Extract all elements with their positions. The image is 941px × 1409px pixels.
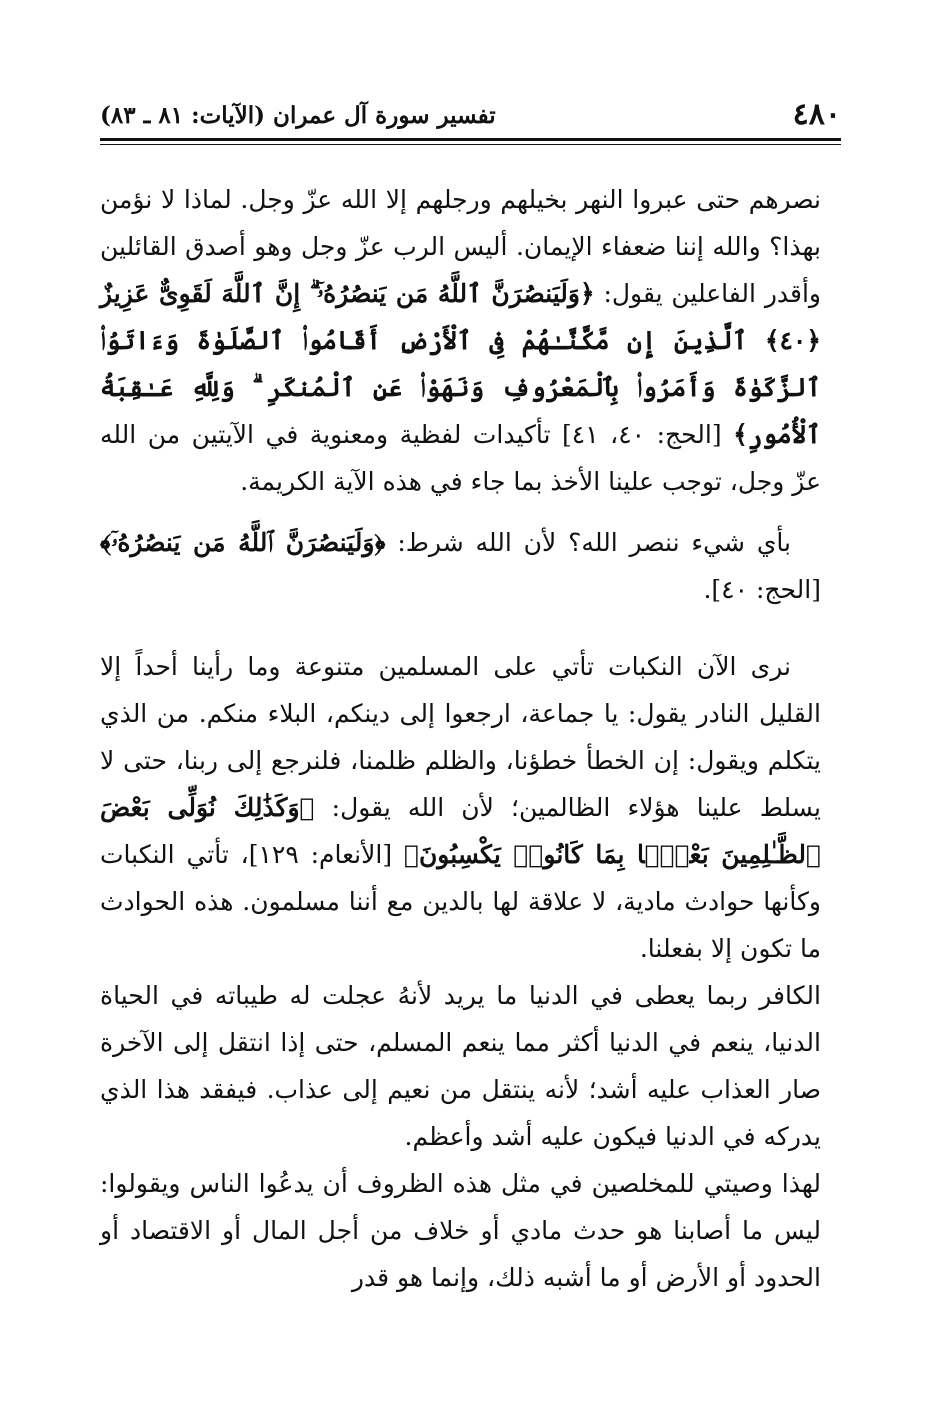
page-header xyxy=(100,96,841,144)
paragraph-1-text-b: [الحج: ٤٠، ٤١] تأكيدات لفظية ومعنوية في الآيتين من الله عزّ وجل، توجب علينا الأخذ بما جاء في هذه الآية الكريمة. xyxy=(100,420,821,496)
page-number: ٤٨٠ xyxy=(792,97,841,132)
quran-verse-hajj-40-41: ﴿وَلَيَنصُرَنَّ ٱللَّهُ مَن يَنصُرُهُۥٓ ۗ إِنَّ ٱللَّهَ لَقَوِىٌّ عَزِيزٌ ﴿٤٠﴾ ٱلَّذِينَ إِن مَّكَّنَّـٰهُمْ فِى ٱلْأَرْضِ أَقَامُوا۟ ٱلصَّلَوٰةَ وَءَاتَوُا۟ ٱلزَّكَوٰةَ وَأَمَرُوا۟ بِٱلْمَعْرُوفِ وَنَهَوْا۟ عَنِ ٱلْمُنكَرِ ۗ وَلِلَّهِ عَـٰقِبَةُ ٱلْأُمُورِ﴾ xyxy=(100,279,822,449)
paragraph-2 xyxy=(100,519,821,613)
header-rule-thin xyxy=(100,144,841,145)
quran-verse-anam-129: ﴿وَكَذَٰلِكَ نُوَلِّى بَعْضَ ٱلظَّـٰلِمِينَ بَعْضًۢا بِمَا كَانُوا۟ يَكْسِبُونَ﴾ xyxy=(100,793,822,869)
quran-verse-hajj-40: ﴿وَلَيَنصُرَنَّ ٱللَّهُ مَن يَنصُرُهُۥٓ﴾ xyxy=(100,528,386,557)
paragraph-1 xyxy=(100,176,821,505)
page-body xyxy=(100,176,821,1301)
running-title: تفسير سورة آل عمران (الآيات: ٨١ ـ ٨٣) xyxy=(100,102,496,129)
paragraph-4: الكافر ربما يعطى في الدنيا ما يريد لأنهُ عجلت له طيباته في الحياة الدنيا، ينعم في الدنيا أكثر مما ينعم المسلم، حتى إذا انتقل إلى الآخرة صار العذاب عليه أشد؛ لأنه ينتقل من نعيم إلى عذاب. فيفقد هذا الذي يدركه في الدنيا فيكون عليه أشد وأعظم. xyxy=(100,981,821,1151)
paragraph-1-text-a: نصرهم حتى عبروا النهر بخيلهم ورجلهم إلا الله عزّ وجل. لماذا لا نؤمن بهذا؟ والله إننا ضعفاء الإيمان. أليس الرب عزّ وجل وهو أصدق القائلين وأقدر الفاعلين يقول: xyxy=(100,185,821,308)
paragraph-5: لهذا وصيتي للمخلصين في مثل هذه الظروف أن يدعُوا الناس ويقولوا: ليس ما أصابنا هو حدث مادي أو خلاف من أجل المال أو الاقتصاد أو الحدود أو الأرض أو ما أشبه ذلك، وإنما هو قدر xyxy=(100,1169,821,1292)
paragraph-2-text-a: بأي شيء ننصر الله؟ لأن الله شرط: xyxy=(385,528,791,557)
paragraph-3-text-a: نرى الآن النكبات تأتي على المسلمين متنوعة وما رأينا أحداً إلا القليل النادر يقول: يا جماعة، ارجعوا إلى دينكم، البلاء منكم. من الذي يتكلم ويقول: إن الخطأ خطؤنا، والظلم ظلمنا، فلنرجع إلى ربنا، حتى لا يسلط علينا هؤلاء الظالمين؛ لأن الله يقول: xyxy=(100,652,821,822)
paragraph-3 xyxy=(100,643,821,972)
header-rule-thick xyxy=(100,138,841,141)
paragraph-3-text-b: [الأنعام: ١٢٩]، تأتي النكبات وكأنها حوادث مادية، لا علاقة لها بالدين مع أننا مسلمون. هذه الحوادث ما تكون إلا بفعلنا. xyxy=(100,840,821,963)
paragraph-2-text-b: [الحج: ٤٠]. xyxy=(703,575,821,604)
